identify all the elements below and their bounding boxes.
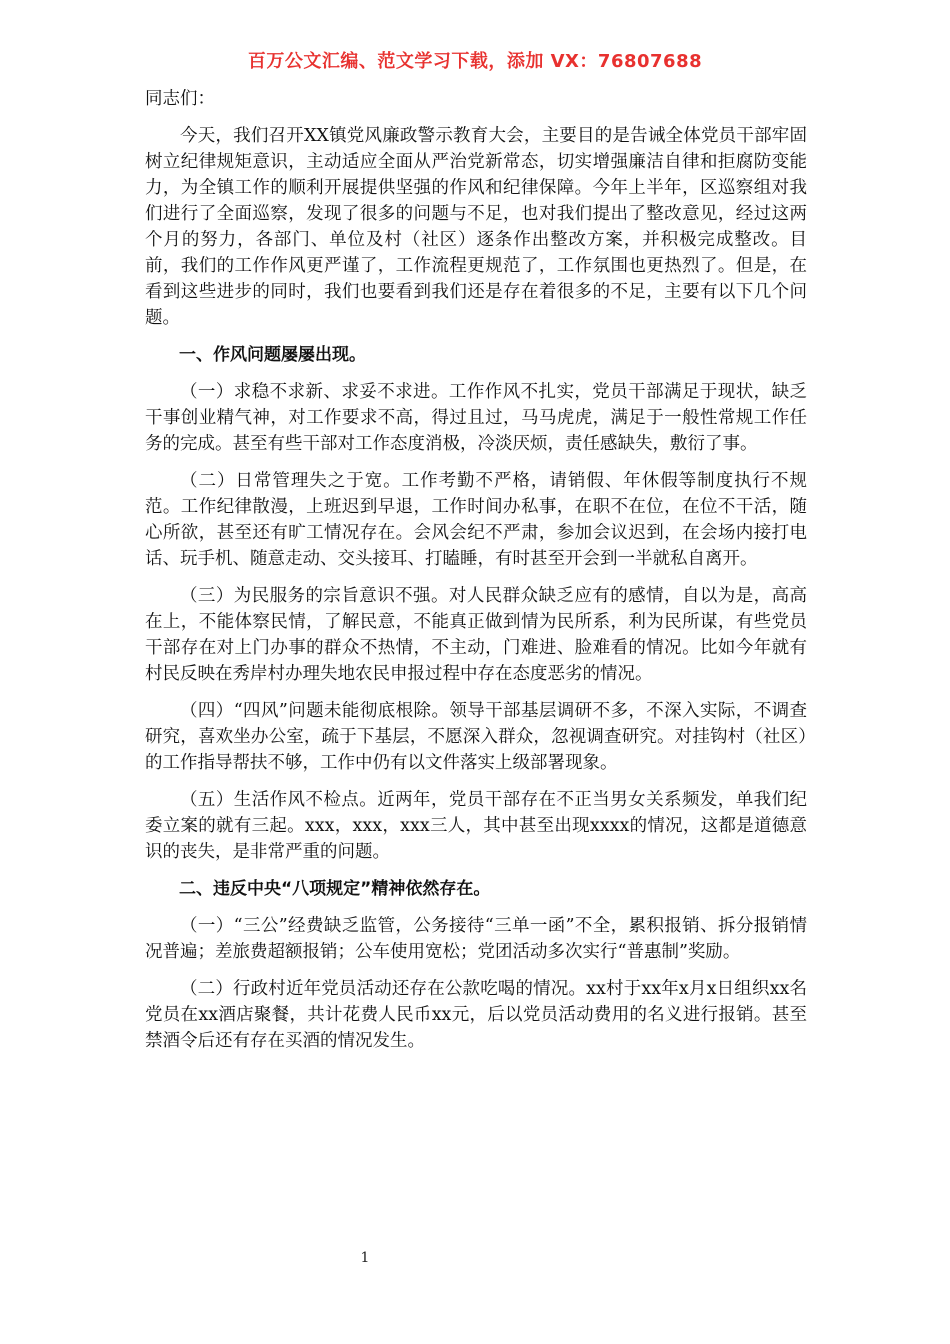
section-2-heading: 二、违反中央“八项规定”精神依然存在。 [179,879,491,899]
section-1-item-4: （四）“四风”问题未能彻底根除。领导干部基层调研不多，不深入实际，不调查研究，喜欢坐办公室，疏于下基层，不愿深入群众，忽视调查研究。对挂钩村（社区）的工作指导帮扶不够，工作中仍有以文件落实上级部署现象。 [145,701,807,773]
header-banner: 百万公文汇编、范文学习下载，添加 VX：76807688 [247,51,703,72]
page-number: 1 [360,1250,370,1266]
section-1-item-5: （五）生活作风不检点。近两年，党员干部存在不正当男女关系频发，单我们纪委立案的就有三起。xxx，xxx，xxx三人，其中甚至出现xxxx的情况，这都是道德意识的丧失，是非常严重的问题。 [145,790,807,862]
document-body [145,86,807,1065]
section-1-item-1: （一）求稳不求新、求妥不求进。工作作风不扎实，党员干部满足于现状，缺乏干事创业精气神，对工作要求不高，得过且过，马马虎虎，满足于一般性常规工作任务的完成。甚至有些干部对工作态度消极，冷淡厌烦，责任感缺失，敷衍了事。 [145,382,807,454]
intro-paragraph: 今天，我们召开XX镇党风廉政警示教育大会，主要目的是告诫全体党员干部牢固树立纪律规矩意识，主动适应全面从严治党新常态，切实增强廉洁自律和拒腐防变能力，为全镇工作的顺利开展提供坚强的作风和纪律保障。今年上半年，区巡察组对我们进行了全面巡察，发现了很多的问题与不足，也对我们提出了整改意见，经过这两个月的努力，各部门、单位及村（社区）逐条作出整改方案，并积极完成整改。目前，我们的工作作风更严谨了，工作流程更规范了，工作氛围也更热烈了。但是，在看到这些进步的同时，我们也要看到我们还是存在着很多的不足，主要有以下几个问题。 [145,126,807,328]
salutation: 同志们： [145,89,215,109]
section-1-heading: 一、作风问题屡屡出现。 [179,345,366,365]
section-1-item-2: （二）日常管理失之于宽。工作考勤不严格，请销假、年休假等制度执行不规范。工作纪律散漫，上班迟到早退，工作时间办私事，在职不在位，在位不干活，随心所欲，甚至还有旷工情况存在。会风会纪不严肃，参加会议迟到，在会场内接打电话、玩手机、随意走动、交头接耳、打瞌睡，有时甚至开会到一半就私自离开。 [145,471,807,569]
section-2-item-1: （一）“三公”经费缺乏监管，公务接待“三单一函”不全，累积报销、拆分报销情况普遍；差旅费超额报销；公车使用宽松；党团活动多次实行“普惠制”奖励。 [145,916,807,962]
section-1-item-3: （三）为民服务的宗旨意识不强。对人民群众缺乏应有的感情，自以为是，高高在上，不能体察民情，了解民意，不能真正做到情为民所系，利为民所谋，有些党员干部存在对上门办事的群众不热情，不主动，门难进、脸难看的情况。比如今年就有村民反映在秀岸村办理失地农民申报过程中存在态度恶劣的情况。 [145,586,807,684]
section-2-item-2: （二）行政村近年党员活动还存在公款吃喝的情况。xx村于xx年x月x日组织xx名党员在xx酒店聚餐，共计花费人民币xx元，后以党员活动费用的名义进行报销。甚至禁酒令后还有存在买酒的情况发生。 [145,979,807,1051]
